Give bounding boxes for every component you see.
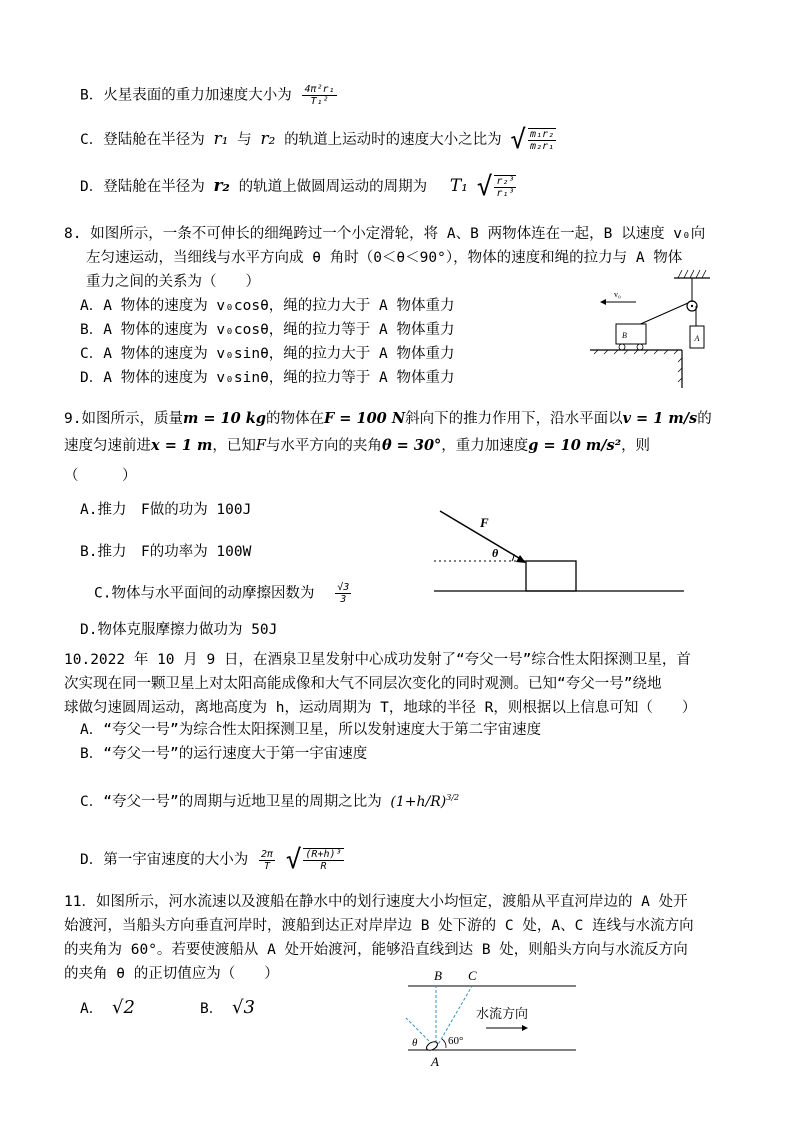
q9-c-numerator: √3 (337, 582, 350, 593)
q10-c-expr: (1+h/R) (390, 793, 447, 810)
q9-l2-c: 与水平方向的夹角 (265, 438, 382, 454)
q11-fig-label-theta: θ (412, 1037, 418, 1049)
q11-option-b (200, 998, 255, 1019)
q7-c-numerator: m₁r₂ (529, 129, 555, 140)
q9-force-figure (432, 505, 688, 595)
q10-d-denominator: R (320, 861, 327, 872)
q10-d-sqrt: √ $\frac{\text{(R+h)³}}{R}$ (285, 845, 342, 875)
q7-c-sqrt: √ $\frac{\text{m₁r₂}}{\text{m₂r₁}}$ (510, 125, 555, 155)
q9-c-text: C.物体与水平面间的动摩擦因数为 (94, 585, 315, 602)
q7-d-r2: r₂ (213, 176, 230, 196)
q9-stem-line1 (64, 409, 712, 429)
q10-d-coef-num: 2π (260, 848, 274, 860)
q8-fig-label-b: B (622, 331, 627, 340)
q9-l1-d: 的 (697, 411, 712, 427)
q9-c-fraction (335, 582, 351, 605)
q7-c-suffix: 的轨道上运动时的速度大小之比为 (284, 132, 502, 148)
q11-fig-label-B: B (434, 968, 442, 983)
q8-option-c: C．A 物体的速度为 v₀sinθ，绳的拉力大于 A 物体重力 (80, 346, 455, 362)
q7-c-r2: r₂ (260, 129, 276, 149)
q10-option-b: B．“夸父一号”的运行速度大于第一宇宙速度 (80, 746, 368, 762)
q7-option-c (80, 125, 558, 155)
q10-option-c (80, 788, 459, 812)
q7-d-sqrt: √ $\frac{\text{r₂³}}{\text{r₁³}}$ (476, 172, 515, 202)
q9-l2-b: ，已知 (212, 438, 256, 454)
q9-option-b: B.推力 F的功率为 100W (80, 544, 252, 560)
q11-b-value: √3 (231, 997, 255, 1018)
q10-d-numerator: (R+h)³ (305, 849, 342, 860)
q8-option-d: D．A 物体的速度为 v₀sinθ，绳的拉力等于 A 物体重力 (80, 370, 455, 386)
q11-a-label: A． (80, 1001, 104, 1017)
q8-stem-line1: 8. 如图所示，一条不可伸长的细绳跨过一个小定滑轮，将 A、B 两物体连在一起，B 以速度 v₀向 (64, 226, 706, 242)
q9-option-d: D.物体克服摩擦力做功为 50J (80, 622, 278, 638)
q10-option-d (80, 845, 346, 875)
q11-stem-line2: 始渡河，当船头方向垂直河岸时，渡船到达正对岸岸边 B 处下游的 C 处，A、C 连线与水流方向 (64, 918, 694, 934)
q9-l2-d: ，重力加速度 (441, 438, 529, 454)
q10-option-a: A．“夸父一号”为综合性太阳探测卫星，所以发射速度大于第二宇宙速度 (80, 722, 542, 738)
q11-stem-line4: 的夹角 θ 的正切值应为（ ） (64, 966, 279, 982)
q9-l1-m: m = 10 kg (182, 410, 266, 427)
q9-l1-v: v = 1 m/s (622, 410, 698, 427)
q11-a-value: √2 (111, 997, 135, 1018)
q10-stem-line2: 次实现在同一颗卫星上对太阳高能成像和大气不同层次变化的同时观测。已知“夸父一号”绕地 (64, 676, 662, 692)
q7-c-prefix: C．登陆舱在半径为 (80, 132, 205, 148)
q9-l2-a: 速度匀速前进 (64, 438, 151, 454)
q10-d-text: D．第一宇宙速度的大小为 (80, 852, 249, 868)
q11-stem-line3: 的夹角为 60°。若要使渡船从 A 处开始渡河，能够沿直线到达 B 处，则船头方向与水流反方向 (64, 942, 688, 958)
q7-option-b (80, 84, 339, 107)
q9-answer-paren: （ ） (64, 468, 137, 484)
q7-b-numerator: 4π²r₁ (304, 84, 335, 95)
q9-l1-F: F = 100 N (323, 410, 406, 427)
q9-c-denominator: 3 (340, 594, 347, 605)
q9-l1-a: 9.如图所示，质量 (64, 411, 183, 427)
q9-fig-label-F: F (480, 515, 489, 530)
q11-fig-label-flow: 水流方向 (476, 1007, 529, 1022)
q9-fig-label-theta: θ (492, 546, 499, 560)
q11-fig-label-A: A (431, 1054, 439, 1069)
q7-c-denominator: m₂r₁ (529, 141, 555, 152)
q7-option-b-text: B．火星表面的重力加速度大小为 (80, 87, 292, 104)
q9-l1-c: 斜向下的推力作用下，沿水平面以 (405, 411, 623, 427)
q7-b-denominator: T₁² (310, 96, 329, 107)
q8-fig-label-a: A (694, 334, 700, 343)
q9-l2-theta: θ = 30° (381, 437, 442, 454)
q8-stem-line2: 左匀速运动，当细线与水平方向成 θ 角时（0＜θ＜90°），物体的速度和绳的拉力与 A 物体 (86, 250, 683, 266)
q9-l1-b: 的物体在 (265, 411, 324, 427)
q11-fig-label-60: 60° (448, 1035, 464, 1047)
q8-option-a: A．A 物体的速度为 v₀cosθ，绳的拉力大于 A 物体重力 (80, 298, 455, 314)
q7-d-numerator: r₂³ (496, 176, 515, 187)
q8-stem-line3: 重力之间的关系为（ ） (86, 274, 260, 290)
q10-stem-line3: 球做匀速圆周运动，离地高度为 h，运动周期为 T，地球的半径 R，则根据以上信息可知（ ） (64, 700, 697, 716)
q10-c-text: C．“夸父一号”的周期与近地卫星的周期之比为 (80, 793, 382, 810)
q9-l2-x: x = 1 m (151, 437, 213, 454)
q8-pulley-figure (586, 266, 716, 390)
q10-d-coef (259, 849, 275, 872)
q9-l2-e: ，则 (621, 438, 651, 454)
q11-b-label: B． (200, 1001, 224, 1017)
q7-option-b-fraction (302, 84, 336, 107)
q11-river-figure (400, 966, 580, 1072)
q9-option-c (94, 582, 353, 605)
q7-d-denominator: r₁³ (496, 188, 515, 199)
q7-d-suffix: 的轨道上做圆周运动的周期为 (238, 179, 428, 195)
q10-c-exponent: 3/2 (446, 793, 460, 802)
q7-option-d (80, 172, 518, 202)
q8-fig-label-v0: v₀ (614, 290, 621, 299)
q9-l2-g: g = 10 m/s² (528, 437, 622, 454)
q8-option-b: B．A 物体的速度为 v₀cosθ，绳的拉力等于 A 物体重力 (80, 322, 455, 338)
q10-stem-line1: 10.2022 年 10 月 9 日，在酒泉卫星发射中心成功发射了“夸父一号”综合性太阳探测卫星，首 (64, 652, 691, 668)
q9-option-a: A.推力 F做的功为 100J (80, 502, 252, 518)
q7-c-r1: r₁ (213, 129, 229, 149)
q11-fig-label-C: C (468, 968, 477, 983)
q11-stem-line1: 11．如图所示，河水流速以及渡船在静水中的划行速度大小均恒定，渡船从平直河岸边的 A 处开 (64, 894, 688, 910)
q9-stem-line2 (64, 436, 650, 456)
q9-l2-F: F (255, 438, 266, 454)
q11-option-a (80, 998, 135, 1019)
q10-d-coef-den: T (263, 860, 270, 872)
q7-d-prefix: D．登陆舱在半径为 (80, 179, 205, 195)
q7-d-T1: T₁ (449, 176, 468, 196)
q7-c-mid: 与 (237, 132, 252, 148)
